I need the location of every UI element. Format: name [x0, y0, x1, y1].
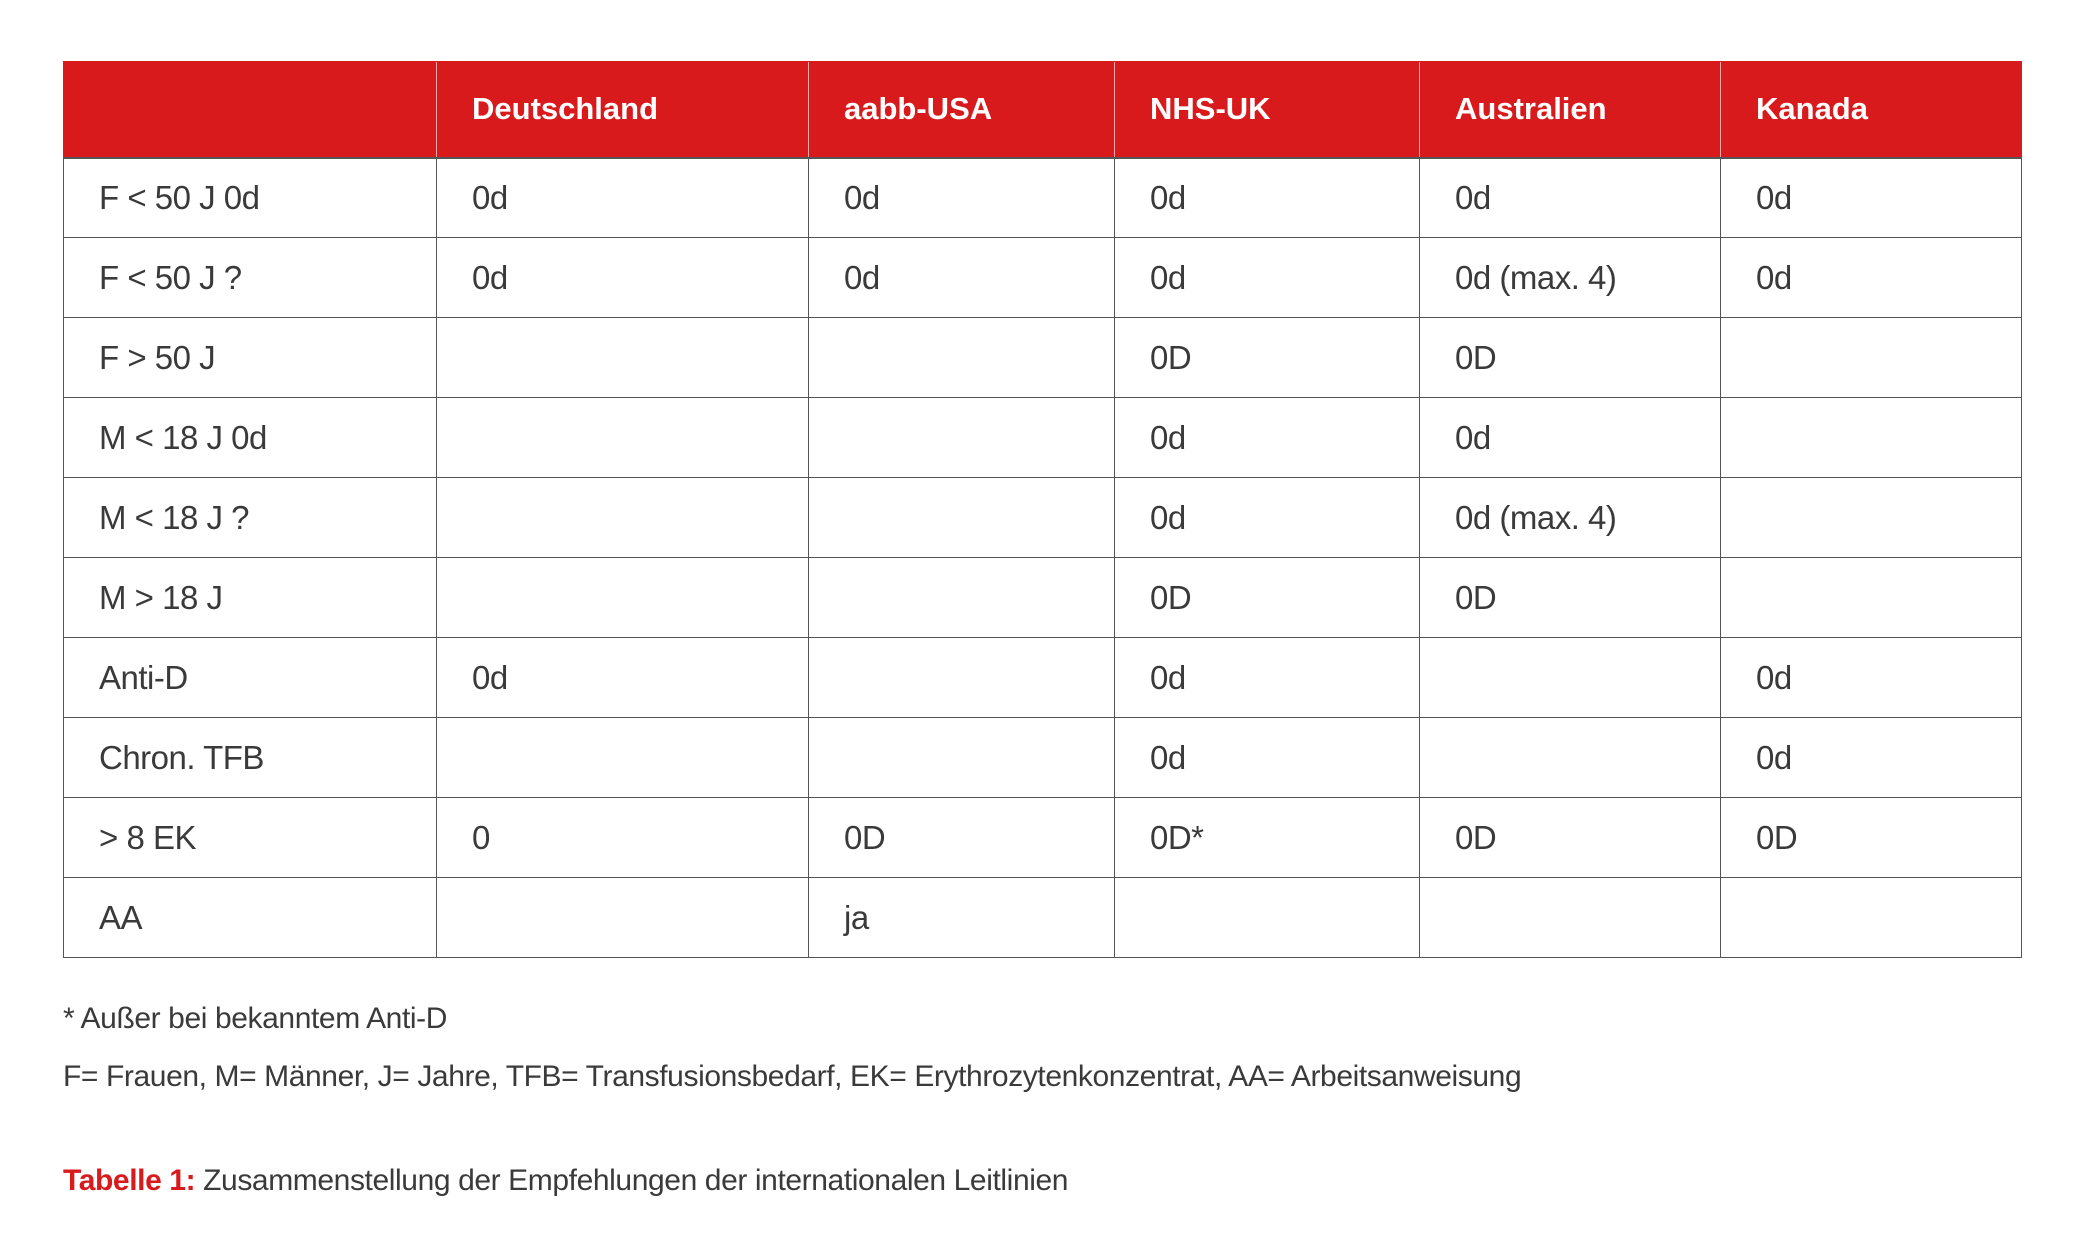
row-label-cell: M > 18 J [64, 558, 437, 638]
table-cell [809, 718, 1115, 798]
row-label-cell: F > 50 J [64, 318, 437, 398]
header-row [64, 62, 2022, 158]
table-cell [437, 398, 809, 478]
table-cell [1721, 318, 2022, 398]
table-cell: 0D [1115, 318, 1420, 398]
table-row [64, 798, 2022, 878]
table-cell [809, 398, 1115, 478]
header-cell-aabb-usa: aabb-USA [809, 62, 1115, 158]
row-label-cell: M < 18 J 0d [64, 398, 437, 478]
table-cell [809, 558, 1115, 638]
table-row [64, 158, 2022, 238]
header-cell-corner [64, 62, 437, 158]
table-cell [1420, 718, 1721, 798]
table-row [64, 638, 2022, 718]
table-cell: 0d [809, 238, 1115, 318]
row-label-cell: AA [64, 878, 437, 958]
table-cell: 0D [809, 798, 1115, 878]
table-cell: 0 [437, 798, 809, 878]
table-body [64, 158, 2022, 958]
table-cell: 0D [1721, 798, 2022, 878]
table-cell: 0d [1115, 398, 1420, 478]
table-cell [1115, 878, 1420, 958]
table-cell [1420, 638, 1721, 718]
row-label-cell: M < 18 J ? [64, 478, 437, 558]
row-label-cell: Anti-D [64, 638, 437, 718]
table-cell [1721, 878, 2022, 958]
header-cell-nhs-uk: NHS-UK [1115, 62, 1420, 158]
footnote-asterisk: * Außer bei bekanntem Anti-D [63, 1002, 448, 1035]
table-header [64, 62, 2022, 158]
table-cell: 0d (max. 4) [1420, 478, 1721, 558]
table-cell: 0d [1721, 638, 2022, 718]
guidelines-table [63, 61, 2022, 958]
caption-text: Zusammenstellung der Empfehlungen der internationalen Leitlinien [195, 1164, 1069, 1197]
table-cell [437, 878, 809, 958]
table-caption [63, 1164, 1068, 1198]
table-cell [809, 478, 1115, 558]
table-cell: 0d [1115, 158, 1420, 238]
row-label-cell: F < 50 J ? [64, 238, 437, 318]
table-cell [1721, 478, 2022, 558]
table-cell: 0d [809, 158, 1115, 238]
table-cell: 0d [437, 238, 809, 318]
table-cell: 0d [1115, 718, 1420, 798]
table-cell [437, 478, 809, 558]
table-cell: 0d [1721, 718, 2022, 798]
table-cell [1721, 558, 2022, 638]
table-cell [1721, 398, 2022, 478]
table-cell: 0d [1115, 238, 1420, 318]
table-cell [437, 558, 809, 638]
table-cell: 0d [1115, 478, 1420, 558]
table-cell [809, 318, 1115, 398]
table-cell [437, 318, 809, 398]
table-cell: ja [809, 878, 1115, 958]
row-label-cell: F < 50 J 0d [64, 158, 437, 238]
table-cell: 0D [1420, 558, 1721, 638]
table-cell: 0d [437, 158, 809, 238]
table-row [64, 718, 2022, 798]
table-cell: 0D* [1115, 798, 1420, 878]
table-cell [437, 718, 809, 798]
header-cell-deutschland: Deutschland [437, 62, 809, 158]
table-row [64, 478, 2022, 558]
table-cell: 0d [1420, 158, 1721, 238]
table-cell: 0d [1115, 638, 1420, 718]
table-cell: 0d [1721, 158, 2022, 238]
table-cell: 0D [1420, 318, 1721, 398]
header-cell-kanada: Kanada [1721, 62, 2022, 158]
table-cell: 0d [437, 638, 809, 718]
table-cell: 0d (max. 4) [1420, 238, 1721, 318]
table-cell: 0D [1115, 558, 1420, 638]
table-row [64, 238, 2022, 318]
table-row [64, 398, 2022, 478]
caption-label: Tabelle 1: [63, 1164, 196, 1197]
table-cell [809, 638, 1115, 718]
table-cell: 0D [1420, 798, 1721, 878]
header-cell-australien: Australien [1420, 62, 1721, 158]
table-row [64, 878, 2022, 958]
row-label-cell: Chron. TFB [64, 718, 437, 798]
footnote-abbreviations: F= Frauen, M= Männer, J= Jahre, TFB= Transfusionsbedarf, EK= Erythrozytenkonzentrat, AA= Arbeitsanweisung [63, 1060, 1522, 1093]
table-cell: 0d [1420, 398, 1721, 478]
row-label-cell: > 8 EK [64, 798, 437, 878]
table-row [64, 558, 2022, 638]
table-cell: 0d [1721, 238, 2022, 318]
table-row [64, 318, 2022, 398]
table-cell [1420, 878, 1721, 958]
